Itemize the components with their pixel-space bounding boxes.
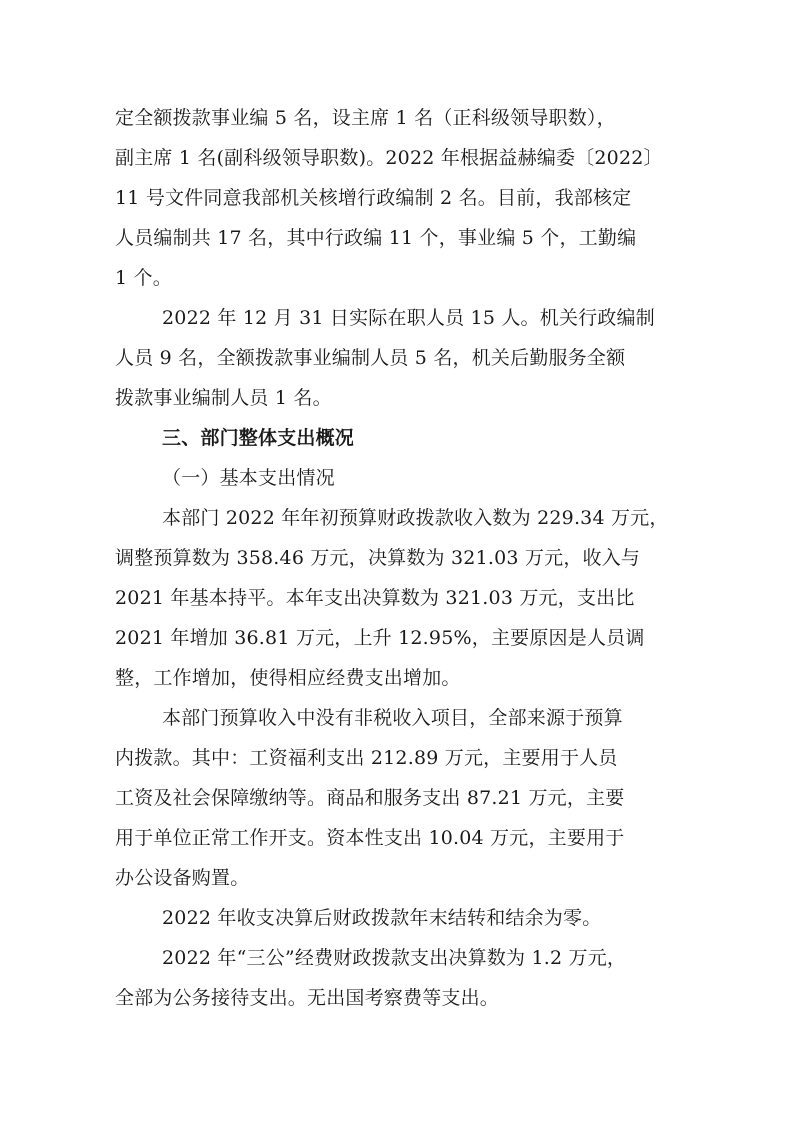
text-line: 11 号文件同意我部机关核增行政编制 2 名。目前，我部核定 xyxy=(115,187,632,209)
text-line: 拨款事业编制人员 1 名。 xyxy=(115,387,332,409)
text-line: 定全额拨款事业编 5 名，设主席 1 名（正科级领导职数）， xyxy=(115,107,616,129)
text-line: 用于单位正常工作开支。资本性支出 10.04 万元，主要用于 xyxy=(115,827,625,849)
paragraph-first-line: 本部门 2022 年年初预算财政拨款收入数为 229.34 万元， xyxy=(162,507,669,529)
text-line: 人员 9 名，全额拨款事业编制人员 5 名，机关后勤服务全额 xyxy=(115,347,626,369)
paragraph-first-line: 2022 年 12 月 31 日实际在职人员 15 人。机关行政编制 xyxy=(162,307,655,329)
subsection-heading: （一）基本支出情况 xyxy=(162,467,335,489)
section-heading: 三、部门整体支出概况 xyxy=(162,427,355,449)
text-line: 副主席 1 名(副科级领导职数)。2022 年根据益赫编委〔2022〕 xyxy=(115,147,663,169)
text-line: 1 个。 xyxy=(115,267,172,289)
text-line: 内拨款。其中：工资福利支出 212.89 万元，主要用于人员 xyxy=(115,747,618,769)
text-line: 办公设备购置。 xyxy=(115,867,250,889)
text-line: 2021 年增加 36.81 万元，上升 12.95%，主要原因是人员调 xyxy=(115,627,645,649)
paragraph-first-line: 2022 年“三公”经费财政拨款支出决算数为 1.2 万元， xyxy=(162,947,627,969)
paragraph-first-line: 本部门预算收入中没有非税收入项目，全部来源于预算 xyxy=(162,707,623,729)
text-line: 2021 年基本持平。本年支出决算数为 321.03 万元，支出比 xyxy=(115,587,635,609)
text-line: 全部为公务接待支出。无出国考察费等支出。 xyxy=(115,987,500,1009)
text-line: 人员编制共 17 名，其中行政编 11 个，事业编 5 个，工勤编 xyxy=(115,227,637,249)
text-line: 调整预算数为 358.46 万元，决算数为 321.03 万元，收入与 xyxy=(115,547,641,569)
text-line: 整，工作增加，使得相应经费支出增加。 xyxy=(115,667,461,689)
paragraph-first-line: 2022 年收支决算后财政拨款年末结转和结余为零。 xyxy=(162,907,602,929)
text-line: 工资及社会保障缴纳等。商品和服务支出 87.21 万元，主要 xyxy=(115,787,625,809)
